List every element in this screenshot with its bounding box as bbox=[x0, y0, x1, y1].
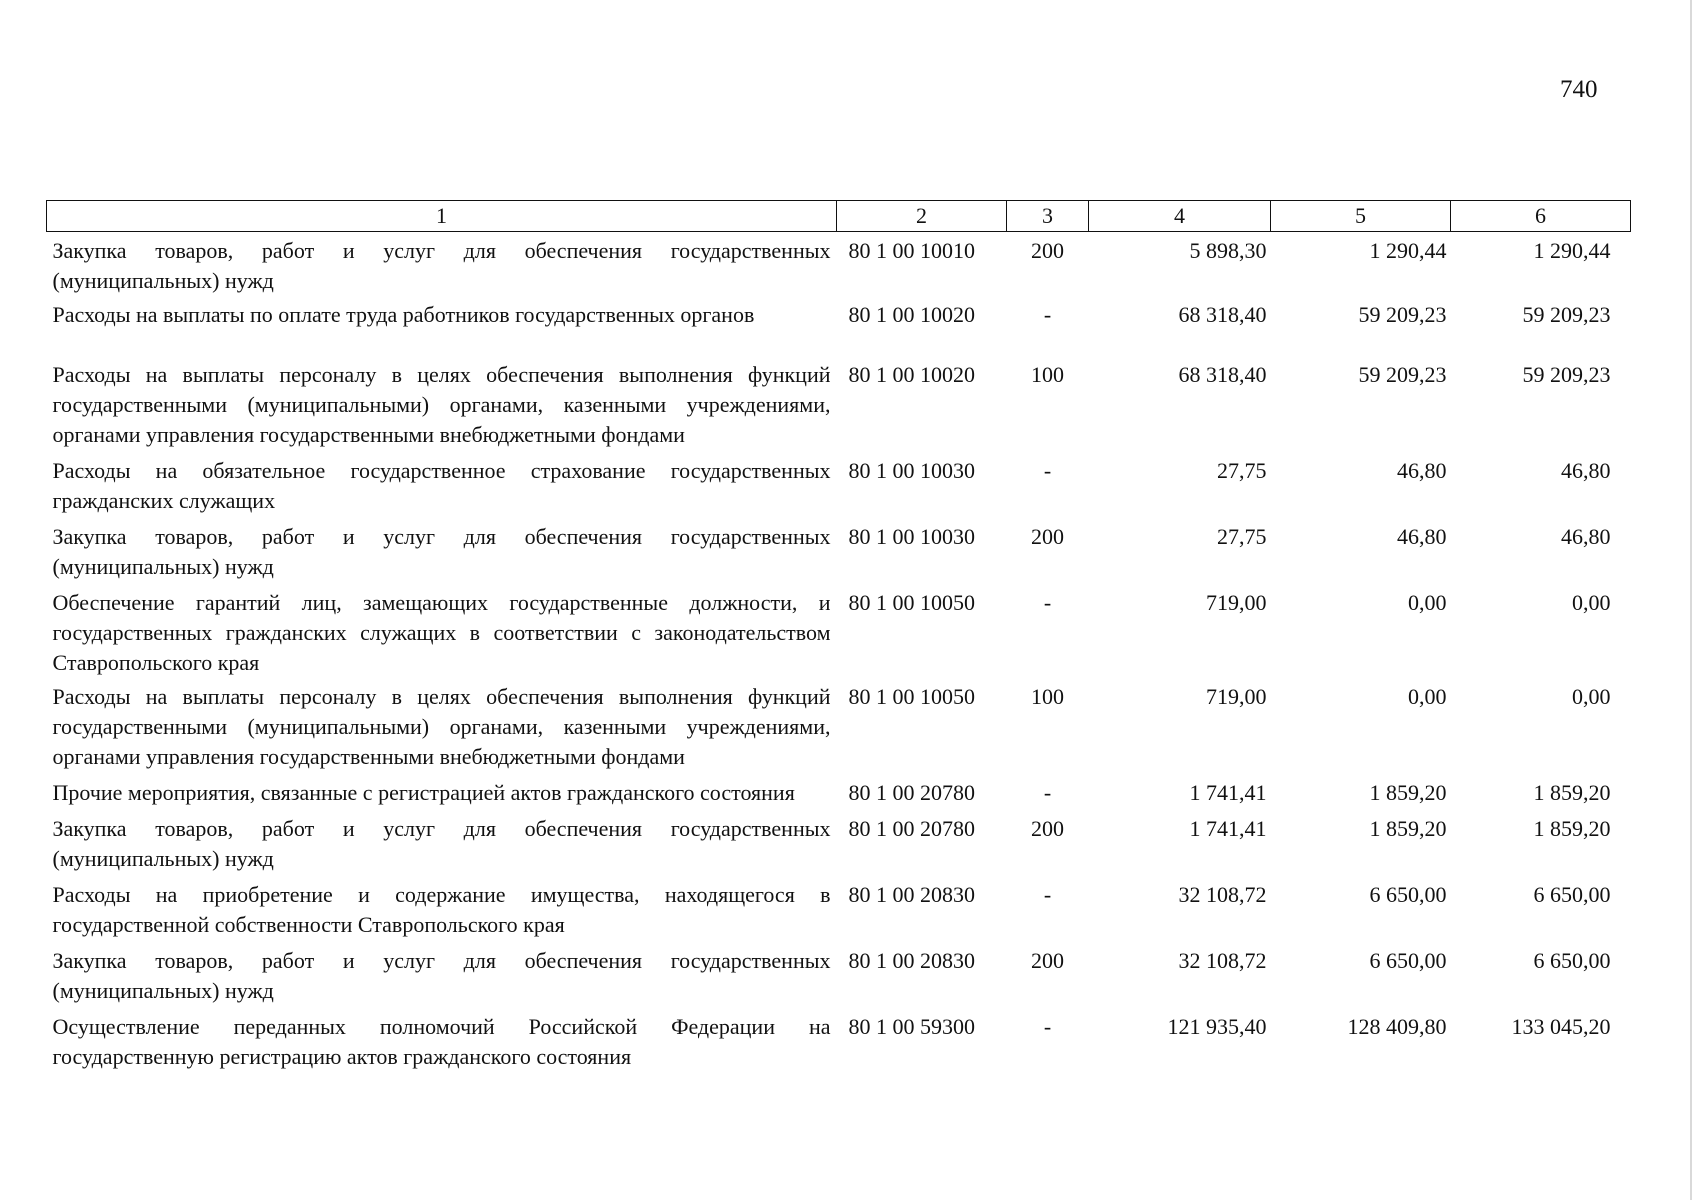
row-name: Расходы на выплаты персоналу в целях обеспечения выполнения функций государственными (муниципальными) органами, казенными учреждениями, органами управления государственными внебюджетными фондами bbox=[52, 684, 831, 769]
row-code: 80 1 00 20830 bbox=[848, 882, 975, 907]
row-value-6: 59 209,23 bbox=[1522, 362, 1611, 387]
row-value-4: 719,00 bbox=[1206, 590, 1267, 615]
row-value-5: 6 650,00 bbox=[1369, 882, 1447, 907]
row-value-4: 121 935,40 bbox=[1167, 1014, 1267, 1039]
row-type: 200 bbox=[1031, 524, 1064, 549]
row-code: 80 1 00 59300 bbox=[848, 1014, 975, 1039]
row-code: 80 1 00 10020 bbox=[848, 302, 975, 327]
row-value-4: 719,00 bbox=[1206, 684, 1267, 709]
row-value-4: 68 318,40 bbox=[1178, 302, 1267, 327]
row-value-6: 0,00 bbox=[1572, 590, 1611, 615]
row-type: - bbox=[1043, 458, 1052, 483]
row-value-6: 1 859,20 bbox=[1533, 816, 1611, 841]
row-value-5: 128 409,80 bbox=[1347, 1014, 1447, 1039]
page-number: 740 bbox=[1560, 76, 1598, 103]
row-code: 80 1 00 20780 bbox=[848, 816, 975, 841]
row-name: Осуществление переданных полномочий Российской Федерации на государственную регистрацию актов гражданского состояния bbox=[52, 1014, 831, 1069]
row-code: 80 1 00 10050 bbox=[848, 590, 975, 615]
row-name: Закупка товаров, работ и услуг для обеспечения государственных (муниципальных) нужд bbox=[52, 816, 831, 871]
row-type: - bbox=[1043, 302, 1052, 327]
row-value-4: 1 741,41 bbox=[1189, 816, 1267, 841]
table-header bbox=[47, 201, 1631, 232]
row-value-5: 46,80 bbox=[1397, 458, 1447, 483]
scan-edge-line bbox=[1690, 0, 1692, 1200]
header-col-3: 3 bbox=[1007, 201, 1089, 232]
row-name: Закупка товаров, работ и услуг для обеспечения государственных (муниципальных) нужд bbox=[52, 238, 831, 293]
table-row bbox=[47, 296, 1631, 330]
header-col-5: 5 bbox=[1271, 201, 1451, 232]
row-value-4: 1 741,41 bbox=[1189, 780, 1267, 805]
row-name: Расходы на выплаты по оплате труда работников государственных органов bbox=[52, 302, 755, 327]
table-row bbox=[47, 874, 1631, 940]
row-name: Расходы на обязательное государственное страхование государственных гражданских служащих bbox=[52, 458, 831, 513]
row-value-5: 1 290,44 bbox=[1369, 238, 1447, 263]
row-value-6: 46,80 bbox=[1561, 458, 1611, 483]
row-name: Закупка товаров, работ и услуг для обеспечения государственных (муниципальных) нужд bbox=[52, 524, 831, 579]
row-code: 80 1 00 10010 bbox=[848, 238, 975, 263]
row-code: 80 1 00 10030 bbox=[848, 458, 975, 483]
budget-table bbox=[46, 200, 1631, 1072]
header-col-1: 1 bbox=[47, 201, 837, 232]
row-code: 80 1 00 10020 bbox=[848, 362, 975, 387]
row-value-6: 59 209,23 bbox=[1522, 302, 1611, 327]
row-value-5: 0,00 bbox=[1408, 684, 1447, 709]
header-col-6: 6 bbox=[1451, 201, 1631, 232]
table-row bbox=[47, 582, 1631, 678]
row-code: 80 1 00 20830 bbox=[848, 948, 975, 973]
row-name: Расходы на выплаты персоналу в целях обеспечения выполнения функций государственными (муниципальными) органами, казенными учреждениями, органами управления государственными внебюджетными фондами bbox=[52, 362, 831, 447]
row-name: Обеспечение гарантий лиц, замещающих государственные должности, и государственных гражданских служащих в соответствии с законодательством Ставропольского края bbox=[52, 590, 831, 675]
table-row bbox=[47, 330, 1631, 450]
row-value-4: 27,75 bbox=[1217, 458, 1267, 483]
row-type: 200 bbox=[1031, 948, 1064, 973]
table-row bbox=[47, 940, 1631, 1006]
row-name: Расходы на приобретение и содержание имущества, находящегося в государственной собственности Ставропольского края bbox=[52, 882, 831, 937]
table-row bbox=[47, 1006, 1631, 1072]
row-type: - bbox=[1043, 590, 1052, 615]
row-name: Прочие мероприятия, связанные с регистрацией актов гражданского состояния bbox=[52, 780, 795, 805]
row-type: - bbox=[1043, 780, 1052, 805]
table-row bbox=[47, 450, 1631, 516]
header-col-4: 4 bbox=[1089, 201, 1271, 232]
row-value-6: 46,80 bbox=[1561, 524, 1611, 549]
row-type: 100 bbox=[1031, 362, 1064, 387]
row-code: 80 1 00 10030 bbox=[848, 524, 975, 549]
row-value-5: 0,00 bbox=[1408, 590, 1447, 615]
table-row bbox=[47, 772, 1631, 808]
table-body bbox=[47, 232, 1631, 1073]
row-type: 200 bbox=[1031, 816, 1064, 841]
row-value-6: 6 650,00 bbox=[1533, 948, 1611, 973]
row-value-6: 133 045,20 bbox=[1511, 1014, 1611, 1039]
table-row bbox=[47, 516, 1631, 582]
header-col-2: 2 bbox=[837, 201, 1007, 232]
row-value-5: 46,80 bbox=[1397, 524, 1447, 549]
row-code: 80 1 00 10050 bbox=[848, 684, 975, 709]
row-type: - bbox=[1043, 882, 1052, 907]
row-value-6: 6 650,00 bbox=[1533, 882, 1611, 907]
row-value-4: 5 898,30 bbox=[1189, 238, 1267, 263]
row-type: - bbox=[1043, 1014, 1052, 1039]
row-value-6: 1 290,44 bbox=[1533, 238, 1611, 263]
row-name: Закупка товаров, работ и услуг для обеспечения государственных (муниципальных) нужд bbox=[52, 948, 831, 1003]
row-value-5: 59 209,23 bbox=[1358, 302, 1447, 327]
row-value-4: 32 108,72 bbox=[1178, 948, 1267, 973]
row-value-5: 1 859,20 bbox=[1369, 780, 1447, 805]
row-code: 80 1 00 20780 bbox=[848, 780, 975, 805]
header-row bbox=[47, 201, 1631, 232]
row-value-6: 1 859,20 bbox=[1533, 780, 1611, 805]
row-value-5: 1 859,20 bbox=[1369, 816, 1447, 841]
row-type: 100 bbox=[1031, 684, 1064, 709]
row-value-5: 59 209,23 bbox=[1358, 362, 1447, 387]
row-value-6: 0,00 bbox=[1572, 684, 1611, 709]
row-value-4: 32 108,72 bbox=[1178, 882, 1267, 907]
table-row bbox=[47, 678, 1631, 772]
table-row bbox=[47, 232, 1631, 297]
row-value-4: 68 318,40 bbox=[1178, 362, 1267, 387]
row-type: 200 bbox=[1031, 238, 1064, 263]
table-row bbox=[47, 808, 1631, 874]
row-value-5: 6 650,00 bbox=[1369, 948, 1447, 973]
row-value-4: 27,75 bbox=[1217, 524, 1267, 549]
